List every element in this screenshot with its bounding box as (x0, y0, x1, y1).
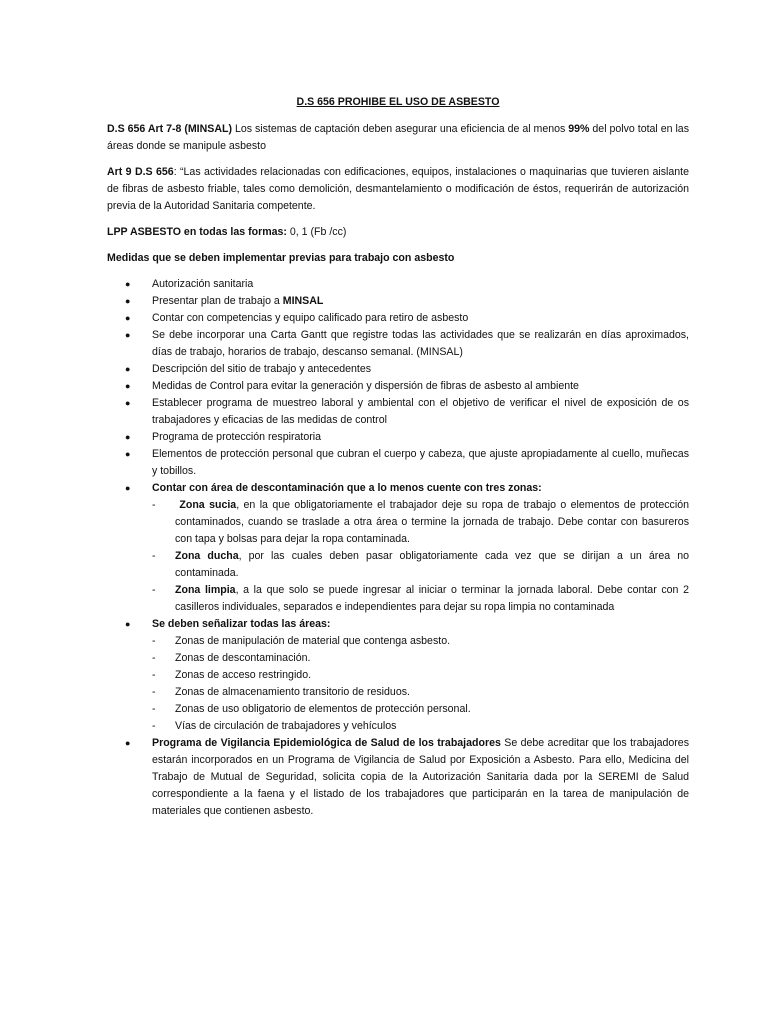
list-item-text: Presentar plan de trabajo a (152, 295, 283, 307)
bullet-icon: ● (125, 364, 131, 374)
zone-name: Zona sucia (179, 499, 237, 511)
list-item (107, 446, 689, 480)
sublist-item-text: Zonas de almacenamiento transitorio de residuos. (175, 686, 410, 698)
sublist-item (152, 667, 689, 684)
bullet-icon: ● (125, 738, 131, 748)
paragraph-art9 (107, 164, 689, 215)
lpp-value: 0, 1 (Fb /cc) (286, 226, 347, 238)
list-item-text: Establecer programa de muestreo laboral y ambiental con el objetivo de verificar el nivel de exposición de os trabajadores y eficacias de las medidas de control (152, 397, 689, 426)
dash-marker: - (152, 499, 156, 511)
bullet-icon: ● (125, 449, 131, 459)
dash-marker: - (152, 550, 156, 562)
document-title: D.S 656 PROHIBE EL USO DE ASBESTO (296, 96, 500, 108)
sublist-item-text: Zonas de uso obligatorio de elementos de protección personal. (175, 703, 471, 715)
efficiency-value: 99% (568, 123, 590, 135)
list-item-health-program (107, 735, 689, 820)
list-item-text: Se debe acreditar que los trabajadores estarán incorporados en un Programa de Vigilancia de Salud por Exposición a Asbesto. Para ello, Medicina del Trabajo de Mutual de Seguridad, solicita copia de la Autorización Sanitaria dada por la SEREMI de Salud correspondiente a la faena y el listado de los trabajadores que participarán en la tarea de manipulación de materiales que contienen asbesto. (152, 737, 689, 817)
dash-marker: - (152, 635, 156, 647)
list-item (107, 378, 689, 395)
measures-list (107, 276, 689, 820)
sublist-item (152, 548, 689, 582)
paragraph-lead: Art 9 D.S 656 (107, 166, 174, 178)
list-item (107, 310, 689, 327)
bullet-icon: ● (125, 619, 131, 629)
list-item-bold: Programa de Vigilancia Epidemiológica de Salud de los trabajadores (152, 737, 501, 749)
dash-marker: - (152, 652, 156, 664)
list-item-bold: MINSAL (282, 295, 324, 307)
dash-marker: - (152, 686, 156, 698)
sublist-item (152, 633, 689, 650)
bullet-icon: ● (125, 483, 131, 493)
sublist-item (152, 684, 689, 701)
zone-text: , en la que obligatoriamente el trabajador deje su ropa de trabajo o elementos de protección contaminados, cuando se traslade a otra área o termine la jornada de trabajo. Debe contar con basureros con tapa y bolsas para dejar la ropa contaminada. (175, 499, 689, 545)
sublist-item-text: Zonas de descontaminación. (175, 652, 311, 664)
paragraph-lead: D.S 656 Art 7-8 (MINSAL) (107, 123, 232, 135)
sublist-item (152, 582, 689, 616)
list-item (107, 361, 689, 378)
paragraph-text: del polvo total en las áreas donde se manipule asbesto (107, 123, 689, 152)
list-item-text: Programa de protección respiratoria (152, 431, 321, 443)
measures-heading: Medidas que se deben implementar previas para trabajo con asbesto (107, 252, 455, 264)
list-item-signage (107, 616, 689, 735)
list-item-bold: Se deben señalizar todas las áreas: (152, 618, 331, 630)
bullet-icon: ● (125, 296, 131, 306)
paragraph-text: Los sistemas de captación deben asegurar una eficiencia de al menos (232, 123, 569, 135)
paragraph-text: : “Las actividades relacionadas con edificaciones, equipos, instalaciones o maquinarias que tuvieren aislante de fibras de asbesto friable, tales como demolición, desmantelamiento o modificación de éstos, requerirán de autorización previa de la Autoridad Sanitaria competente. (107, 166, 689, 212)
paragraph-lpp (107, 224, 689, 241)
bullet-icon: ● (125, 279, 131, 289)
signage-sublist (152, 633, 689, 735)
list-item-text: Medidas de Control para evitar la generación y dispersión de fibras de asbesto al ambiente (152, 380, 579, 392)
sublist-item-text: Zonas de acceso restringido. (175, 669, 312, 681)
document-body (107, 94, 689, 820)
dash-marker: - (152, 584, 156, 596)
sublist-item (152, 650, 689, 667)
list-item-text: Elementos de protección personal que cubran el cuerpo y cabeza, que ajuste apropiadamente al cuello, muñecas y tobillos. (152, 448, 689, 477)
list-item-bold: Contar con área de descontaminación que a lo menos cuente con tres zonas: (152, 482, 542, 494)
zone-text: , por las cuales deben pasar obligatoriamente cada vez que se dirijan a un área no contaminada. (175, 550, 689, 579)
bullet-icon: ● (125, 313, 131, 323)
dash-marker: - (152, 669, 156, 681)
zones-sublist (152, 497, 689, 616)
sublist-item (152, 701, 689, 718)
list-item-text: Se debe incorporar una Carta Gantt que registre todas las actividades que se realizarán en días aproximados, días de trabajo, horarios de trabajo, descanso semanal. (MINSAL) (152, 329, 689, 358)
dash-marker: - (152, 703, 156, 715)
list-item-text: Contar con competencias y equipo calificado para retiro de asbesto (152, 312, 469, 324)
zone-name: Zona limpia (175, 584, 236, 596)
bullet-icon: ● (125, 432, 131, 442)
sublist-item (152, 718, 689, 735)
sublist-item-text: Zonas de manipulación de material que contenga asbesto. (175, 635, 451, 647)
list-item-text: Descripción del sitio de trabajo y antecedentes (152, 363, 372, 375)
list-item-decontamination (107, 480, 689, 616)
list-item (107, 327, 689, 361)
paragraph-lead: LPP ASBESTO en todas las formas: (107, 226, 287, 238)
list-item-text: Autorización sanitaria (152, 278, 254, 290)
bullet-icon: ● (125, 330, 131, 340)
bullet-icon: ● (125, 381, 131, 391)
list-item (107, 429, 689, 446)
dash-marker: - (152, 720, 156, 732)
list-item (107, 276, 689, 293)
zone-text: , a la que solo se puede ingresar al iniciar o terminar la jornada laboral. Debe contar con 2 casilleros individuales, separados e independientes para dejar su ropa limpia no contaminada (175, 584, 689, 613)
list-item (107, 395, 689, 429)
paragraph-ds656-art7-8 (107, 121, 689, 155)
zone-name: Zona ducha (175, 550, 239, 562)
bullet-icon: ● (125, 398, 131, 408)
list-item (107, 293, 689, 310)
sublist-item-text: Vías de circulación de trabajadores y vehículos (175, 720, 397, 732)
sublist-item (152, 497, 689, 548)
